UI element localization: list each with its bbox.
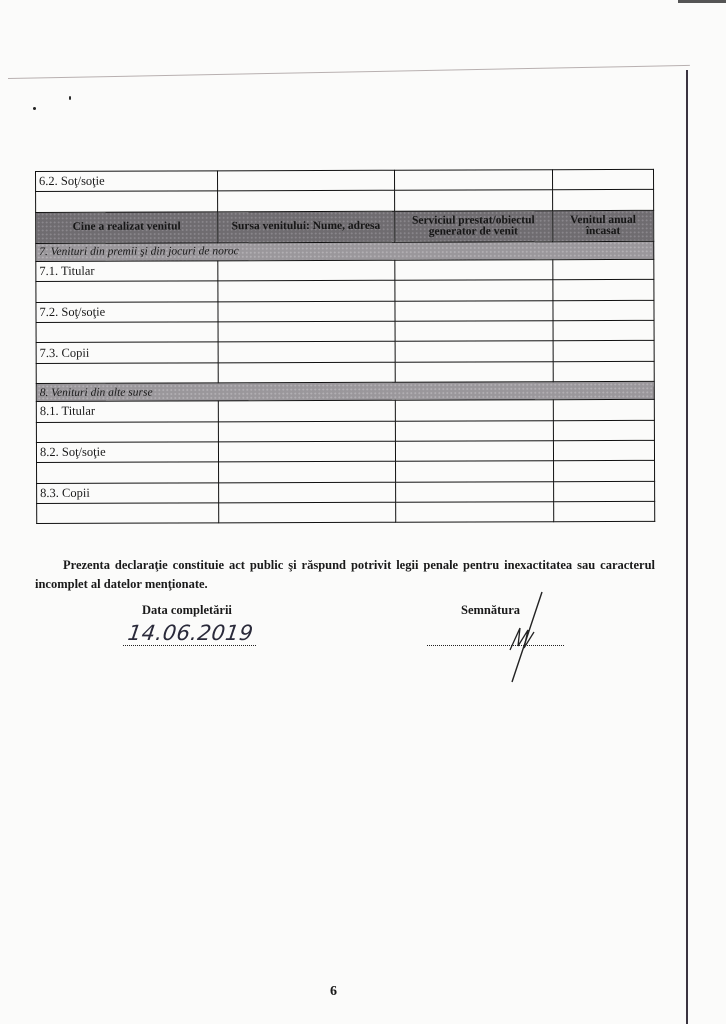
- table-cell: [395, 361, 553, 382]
- table-cell: [395, 502, 553, 523]
- section-title: 8. Venituri din alte surse: [36, 381, 654, 401]
- table-row: [37, 501, 655, 524]
- row-label: 8.2. Soţ/soţie: [36, 442, 218, 463]
- row-label: [37, 503, 219, 524]
- row-label: 8.3. Copii: [37, 483, 219, 504]
- table-cell: [217, 191, 394, 212]
- date-label: Data completării: [142, 603, 232, 617]
- table-cell: [218, 280, 395, 301]
- table-cell: [218, 400, 395, 421]
- table-cell: [553, 501, 654, 522]
- table-cell: [553, 341, 654, 362]
- row-label: [36, 322, 218, 343]
- row-label: 7.1. Titular: [36, 261, 218, 282]
- table-row: [36, 361, 654, 384]
- table-row: [36, 300, 654, 323]
- table-cell: [218, 421, 395, 442]
- income-table: [35, 169, 655, 525]
- table-row: [36, 320, 654, 343]
- row-label: 8.1. Titular: [36, 401, 218, 422]
- table-cell: [217, 170, 394, 191]
- table-cell: [218, 342, 395, 363]
- page-top-edge: [8, 65, 690, 79]
- row-label: [36, 421, 218, 442]
- page-right-edge: [686, 70, 688, 1024]
- table-cell: [218, 482, 395, 503]
- row-label: [36, 281, 218, 302]
- table-cell: [395, 341, 553, 362]
- table-row: [36, 259, 654, 282]
- column-header: Serviciul prestat/obiectul generator de venit: [394, 210, 552, 242]
- row-label: [36, 363, 218, 384]
- table-cell: [553, 481, 654, 502]
- row-label: [36, 191, 218, 212]
- date-handwritten: 14.06.2019: [126, 621, 255, 645]
- table-cell: [394, 280, 552, 301]
- table-cell: [394, 259, 552, 280]
- table-cell: [553, 300, 654, 321]
- row-label: [37, 462, 219, 483]
- table-cell: [553, 461, 654, 482]
- table-row: [36, 280, 654, 303]
- table-row: [37, 461, 655, 484]
- table-cell: [395, 481, 553, 502]
- scan-speck: [33, 107, 36, 110]
- table-cell: [218, 462, 395, 483]
- table-cell: [218, 362, 395, 383]
- table-cell: [553, 420, 654, 441]
- table-row: [36, 190, 654, 213]
- table-row: [36, 420, 654, 443]
- table-row: [36, 169, 654, 192]
- table-cell: [553, 320, 654, 341]
- table-cell: [553, 259, 654, 280]
- table-cell: [395, 441, 553, 462]
- table-cell: [218, 260, 395, 281]
- table-cell: [395, 461, 553, 482]
- table-cell: [553, 399, 654, 420]
- row-label: 7.2. Soţ/soţie: [36, 301, 218, 322]
- table-cell: [218, 441, 395, 462]
- signature-label: Semnătura: [461, 603, 521, 617]
- table-cell: [553, 280, 654, 301]
- table-cell: [553, 361, 654, 382]
- date-dotted-line: [123, 645, 256, 646]
- table-cell: [552, 190, 653, 211]
- table-cell: [394, 190, 552, 211]
- column-header: Cine a realizat venitul: [36, 212, 218, 244]
- table-row: [36, 440, 654, 463]
- table-row: [36, 341, 654, 364]
- row-label: 6.2. Soţ/soţie: [36, 171, 218, 192]
- table-cell: [395, 300, 553, 321]
- table-cell: [395, 400, 553, 421]
- section-row: [36, 241, 654, 261]
- table-cell: [218, 321, 395, 342]
- table-cell: [395, 420, 553, 441]
- column-header: Venitul anual încasat: [552, 210, 653, 241]
- section-row: [36, 381, 654, 401]
- scan-corner-mark: [678, 0, 726, 3]
- table-cell: [218, 301, 395, 322]
- declaration-text: Prezenta declaraţie constituie act public şi răspund potrivit legii penale pentru inexactitatea sau caracterul incomplet al datelor menţionate.: [35, 558, 655, 591]
- table-cell: [552, 169, 653, 190]
- table-cell: [219, 502, 396, 523]
- table-row: [37, 481, 655, 504]
- table-cell: [553, 440, 654, 461]
- column-header: Sursa venitului: Nume, adresa: [218, 211, 395, 243]
- table-cell: [394, 170, 552, 191]
- table-row: [36, 399, 654, 422]
- table-header-row: [36, 210, 654, 243]
- table-cell: [395, 321, 553, 342]
- page-number: 6: [330, 984, 337, 999]
- row-label: 7.3. Copii: [36, 342, 218, 363]
- section-title: 7. Venituri din premii şi din jocuri de noroc: [36, 241, 654, 261]
- scan-speck: [69, 96, 71, 100]
- handwritten-signature: [490, 590, 550, 690]
